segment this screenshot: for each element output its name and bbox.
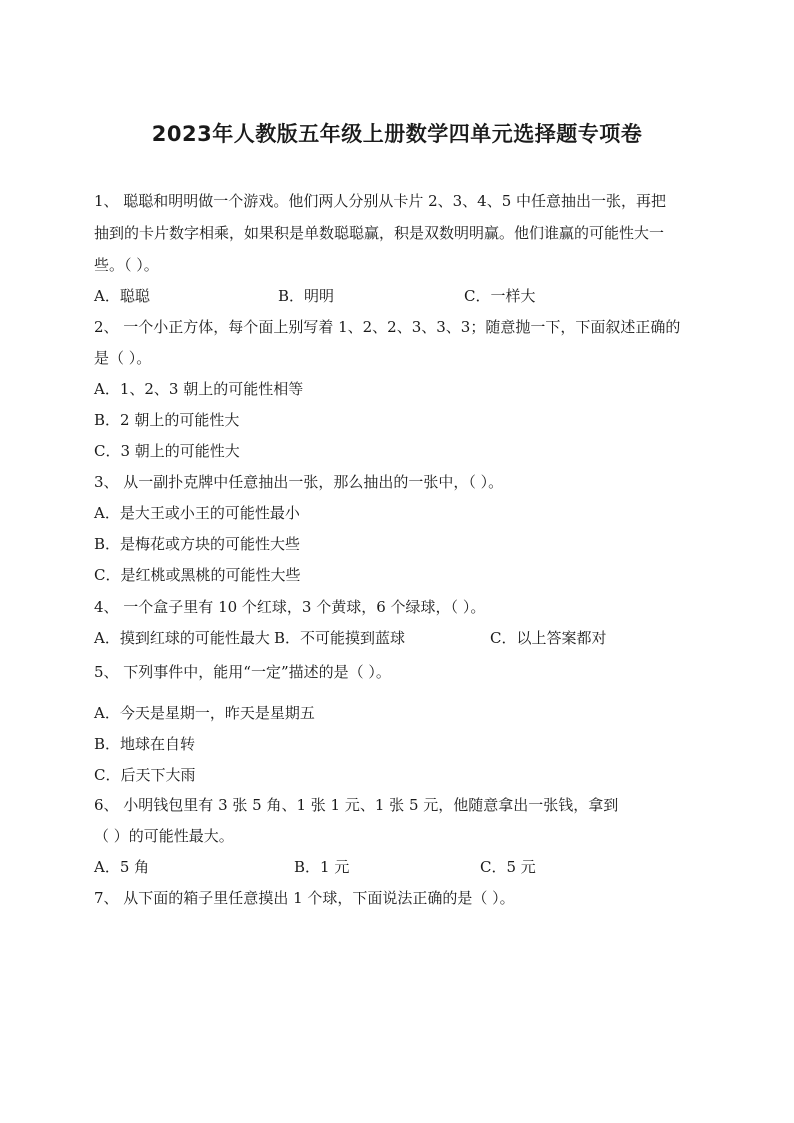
question-2-line-2: 是（ ）。 — [94, 349, 152, 367]
question-3-line-1: 3、 从一副扑克牌中任意抽出一张，那么抽出的一张中，（ ）。 — [94, 473, 504, 491]
document-title: 2023年人教版五年级上册数学四单元选择题专项卷 — [151, 122, 643, 146]
question-5-option-b: B．地球在自转 — [94, 735, 196, 753]
question-4-line-1: 4、 一个盒子里有 10 个红球，3 个黄球，6 个绿球，（ ）。 — [94, 598, 486, 616]
question-1-line-2: 抽到的卡片数字相乘，如果积是单数聪聪赢，积是双数明明赢。他们谁赢的可能性大一 — [94, 224, 665, 242]
question-4-option-c: C．以上答案都对 — [490, 629, 607, 647]
question-2-option-a: A．1、2、3 朝上的可能性相等 — [94, 380, 304, 398]
question-1-option-b: B．明明 — [278, 287, 335, 305]
question-6-option-c: C．5 元 — [480, 858, 536, 876]
question-1-line-1: 1、 聪聪和明明做一个游戏。他们两人分别从卡片 2、3、4、5 中任意抽出一张，再把 — [94, 192, 667, 210]
question-3-option-b: B．是梅花或方块的可能性大些 — [94, 535, 301, 553]
question-6-line-1: 6、 小明钱包里有 3 张 5 角、1 张 1 元、1 张 5 元，他随意拿出一张钱，拿到 — [94, 796, 619, 814]
question-2-option-c: C．3 朝上的可能性大 — [94, 442, 240, 460]
question-5-option-c: C．后天下大雨 — [94, 766, 196, 784]
question-1-line-3: 些。（ ）。 — [94, 256, 159, 274]
question-4-option-b: B．不可能摸到蓝球 — [274, 629, 406, 647]
question-5-option-a: A．今天是星期一，昨天是星期五 — [94, 704, 315, 722]
question-6-option-a: A．5 角 — [94, 858, 150, 876]
question-1-option-a: A．聪聪 — [94, 287, 150, 305]
question-1-option-c: C．一样大 — [464, 287, 536, 305]
question-2-line-1: 2、 一个小正方体，每个面上别写着 1、2、2、3、3、3；随意抛一下，下面叙述正确的 — [94, 318, 681, 336]
question-3-option-c: C．是红桃或黑桃的可能性大些 — [94, 566, 301, 584]
question-6-option-b: B．1 元 — [294, 858, 350, 876]
question-2-option-b: B．2 朝上的可能性大 — [94, 411, 240, 429]
question-4-option-a: A．摸到红球的可能性最大 — [94, 629, 270, 647]
question-6-line-2: （ ）的可能性最大。 — [94, 827, 234, 845]
question-3-option-a: A．是大王或小王的可能性最小 — [94, 504, 300, 522]
question-7-line-1: 7、 从下面的箱子里任意摸出 1 个球，下面说法正确的是（ ）。 — [94, 889, 515, 907]
question-5-line-1: 5、 下列事件中，能用“一定”描述的是（ ）。 — [94, 663, 391, 681]
